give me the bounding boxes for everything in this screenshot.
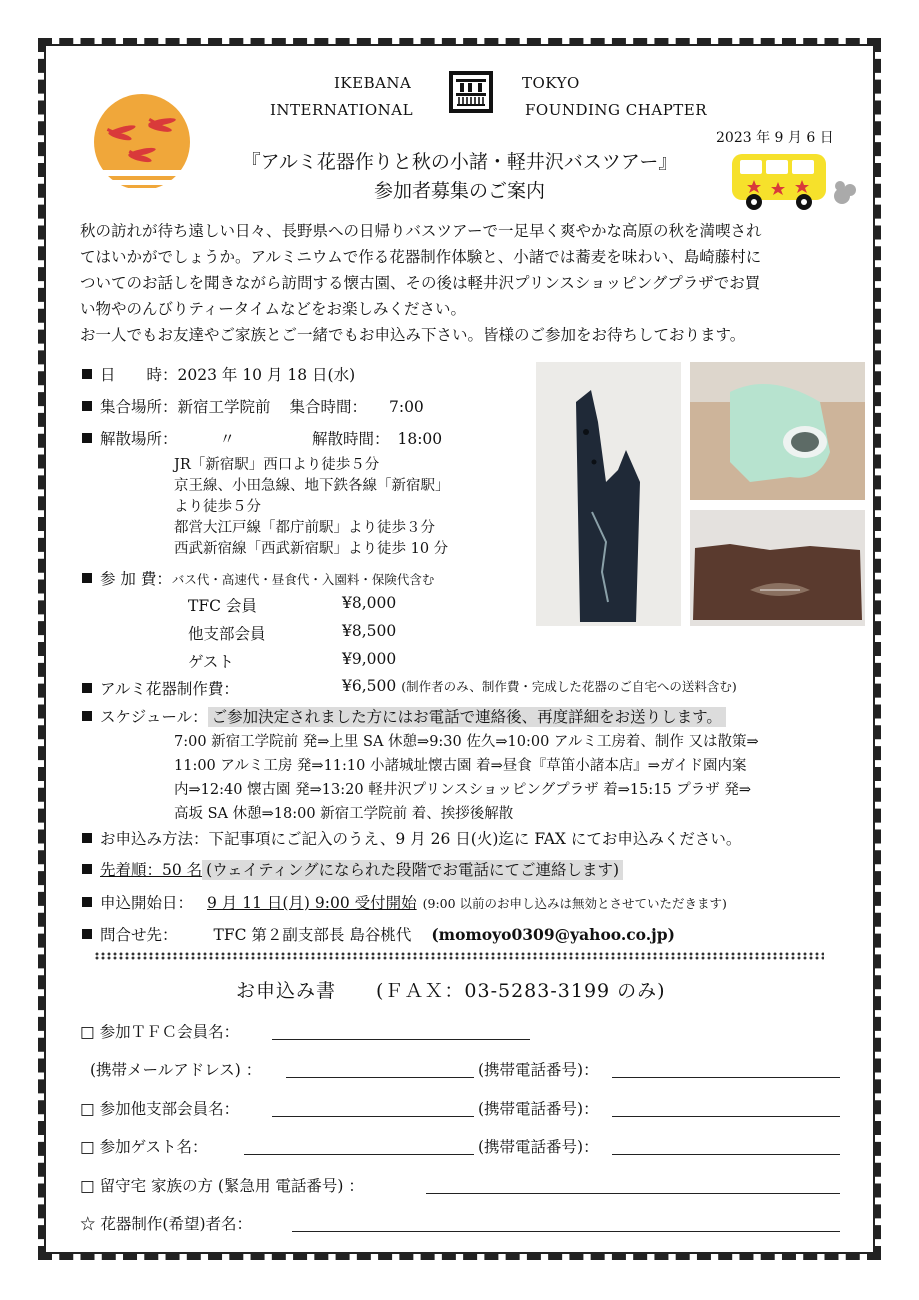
meeting-time-label: 集合時間： — [289, 398, 367, 416]
event-date-row — [82, 363, 355, 385]
contact-row — [82, 923, 675, 945]
start-date-label: 申込開始日： — [100, 894, 194, 912]
fee-name: ゲスト — [188, 653, 234, 671]
fee-row — [82, 567, 434, 589]
green-vase-image — [690, 362, 865, 500]
header-founding-chapter: FOUNDING CHAPTER — [525, 101, 708, 119]
form-tfc-member-label: □ 参加ＴＦＣ会員名： — [80, 1023, 240, 1041]
first-come-row — [82, 858, 623, 880]
bullet-square — [82, 369, 92, 379]
fee-note: バス代・高速代・昼食代・入園料・保険代含む — [171, 572, 435, 587]
emergency-phone-field[interactable] — [426, 1193, 840, 1194]
schedule-line: 11:00 アルミ工房 発⇒11:10 小諸城址懐古園 着⇒昼食『草笛小諸本店』⇒ガイド園内案 — [174, 758, 747, 774]
access-line: 西武新宿線「西武新宿駅」より徒歩 10 分 — [174, 541, 449, 557]
form-mobile-email-label: (携帯メールアドレス) ： — [90, 1061, 262, 1079]
photo-brown-vase — [690, 510, 865, 626]
fee-label: 参 加 費： — [100, 570, 172, 588]
mobile-phone-field[interactable] — [612, 1077, 840, 1078]
start-date-value: 9 月 11 日(月) 9:00 受付開始 — [207, 894, 417, 912]
bullet-square — [82, 433, 92, 443]
fee-guest-price: ¥9,000 — [342, 650, 397, 668]
bus-icon — [730, 150, 860, 216]
bullet-square — [82, 929, 92, 939]
apply-method-row — [82, 827, 741, 849]
alumi-fee-note: (制作者のみ、制作費・完成した花器のご自宅への送料含む) — [401, 679, 737, 694]
bullet-square — [82, 897, 92, 907]
tour-title: 『アルミ花器作りと秋の小諸・軽井沢バスツアー』 — [241, 151, 678, 173]
bullet-square — [82, 833, 92, 843]
schedule-line: 高坂 SA 休憩⇒18:00 新宿工学院前 着、挨拶後解散 — [174, 806, 514, 822]
photo-tall-vase — [536, 362, 681, 626]
event-date-label: 日 時： — [100, 366, 178, 384]
access-line: 京王線、小田急線、地下鉄各線「新宿駅」 — [174, 478, 450, 494]
vase-maker-name-field[interactable] — [292, 1231, 840, 1232]
tour-subtitle: 参加者募集のご案内 — [373, 180, 545, 202]
event-date-value: 2023 年 10 月 18 日(水) — [177, 366, 356, 384]
schedule-label: スケジュール： — [100, 708, 208, 726]
ikebana-logo — [449, 71, 493, 113]
disband-place-label: 解散場所： — [100, 430, 178, 448]
tall-vase-image — [536, 362, 681, 626]
form-emergency-label: □ 留守宅 家族の方 (緊急用 電話番号) ： — [80, 1177, 364, 1195]
form-guest-label: □ 参加ゲスト名： — [80, 1138, 208, 1156]
photo-green-vase — [690, 362, 865, 500]
start-date-row — [82, 891, 727, 913]
issue-date: 2023 年 9 月 6 日 — [716, 130, 834, 146]
guest-phone-field[interactable] — [612, 1154, 840, 1155]
schedule-line: 内⇒12:40 懐古園 発⇒13:20 軽井沢プリンスショッピングプラザ 着⇒15:15 プラザ 発⇒ — [174, 782, 752, 798]
ii-logo-icon — [453, 75, 489, 109]
fee-other-price: ¥8,500 — [342, 622, 397, 640]
section-divider — [94, 952, 824, 960]
form-other-member-label: □ 参加他支部会員名： — [80, 1100, 240, 1118]
disband-row — [82, 427, 442, 449]
access-line: 都営大江戸線「都庁前駅」より徒歩３分 — [174, 520, 435, 536]
other-member-phone-field[interactable] — [612, 1116, 840, 1117]
form-vase-maker-label: ☆ 花器制作(希望)者名： — [80, 1215, 253, 1233]
intro-line: ついてのお話しを聞きながら訪問する懐古園、その後は軽井沢プリンスショッピングプラザでお買 — [80, 274, 761, 292]
guest-name-field[interactable] — [244, 1154, 474, 1155]
fee-other — [188, 622, 266, 644]
meeting-time: 7:00 — [388, 398, 424, 416]
alumi-fee-price: ¥6,500 — [342, 677, 397, 695]
meeting-place: 新宿工学院前 — [177, 398, 271, 416]
disband-time-label: 解散時間： — [311, 430, 390, 448]
meeting-place-label: 集合場所： — [100, 398, 178, 416]
alumi-fee-row — [82, 677, 239, 699]
start-date-note: (9:00 以前のお申し込みは無効とさせていただきます) — [422, 896, 727, 911]
brown-vase-image — [690, 510, 865, 626]
intro-line: い物やのんびりティータイムなどをお楽しみください。 — [80, 300, 466, 318]
fee-tfc — [188, 594, 257, 616]
bullet-square — [82, 573, 92, 583]
intro-line: てはいかがでしょうか。アルミニウムで作る花器制作体験と、小諸では蕎麦を味わい、島崎藤村に — [80, 248, 762, 266]
first-come-label: 先着順：50 名 — [100, 861, 203, 879]
form-mobile-phone-label-3: (携帯電話番号)： — [478, 1138, 599, 1156]
header-international: INTERNATIONAL — [270, 101, 414, 119]
fee-guest — [188, 650, 234, 672]
contact-name: TFC 第２副支部長 島谷桃代 — [213, 926, 412, 944]
alumi-fee-value — [342, 677, 737, 695]
disband-time: 18:00 — [397, 430, 443, 448]
contact-label: 問合せ先： — [100, 926, 178, 944]
schedule-details — [174, 730, 850, 826]
intro-paragraph — [80, 218, 850, 348]
apply-method: お申込み方法：下記事項にご記入のうえ、9 月 26 日(火)迄に FAX にてお申込みください。 — [100, 830, 742, 848]
mobile-email-field[interactable] — [286, 1077, 474, 1078]
access-line: JR「新宿駅」西口より徒歩５分 — [174, 457, 380, 473]
fee-tfc-price: ¥8,000 — [342, 594, 397, 612]
bullet-square — [82, 401, 92, 411]
access-notes — [174, 455, 450, 560]
schedule-row — [82, 705, 726, 727]
schedule-line: 7:00 新宿工学院前 発⇒上里 SA 休憩⇒9:30 佐久⇒10:00 アルミ工房着、制作 又は散策⇒ — [174, 734, 759, 750]
form-mobile-phone-label: (携帯電話番号)： — [478, 1061, 599, 1079]
disband-place: 〃 — [219, 430, 236, 448]
other-member-name-field[interactable] — [272, 1116, 474, 1117]
contact-email: (momoyo0309@yahoo.co.jp) — [431, 925, 675, 944]
bullet-square — [82, 711, 92, 721]
alumi-fee-label: アルミ花器制作費： — [100, 680, 239, 698]
schedule-highlight: ご参加決定されました方にはお電話で連絡後、再度詳細をお送りします。 — [208, 707, 726, 727]
access-line: より徒歩５分 — [174, 499, 261, 515]
fee-name: TFC 会員 — [188, 597, 257, 615]
fee-name: 他支部会員 — [188, 625, 266, 643]
intro-line: 秋の訪れが待ち遠しい日々、長野県への日帰りバスツアーで一足早く爽やかな高原の秋を満喫され — [80, 222, 762, 240]
first-come-note: (ウェイティングになられた段階でお電話にてご連絡します) — [202, 860, 623, 880]
intro-line: お一人でもお友達やご家族とご一緒でもお申込み下さい。皆様のご参加をお待ちしております。 — [80, 326, 746, 344]
form-title: お申込み書 (ＦＡＸ：03-5283-3199 のみ) — [236, 980, 666, 1002]
form-mobile-phone-label-2: (携帯電話番号)： — [478, 1100, 599, 1118]
bullet-square — [82, 864, 92, 874]
meeting-row — [82, 395, 424, 417]
header-ikebana: IKEBANA — [334, 74, 412, 92]
tfc-member-name-field[interactable] — [272, 1039, 530, 1040]
header-tokyo: TOKYO — [522, 74, 580, 92]
bullet-square — [82, 683, 92, 693]
